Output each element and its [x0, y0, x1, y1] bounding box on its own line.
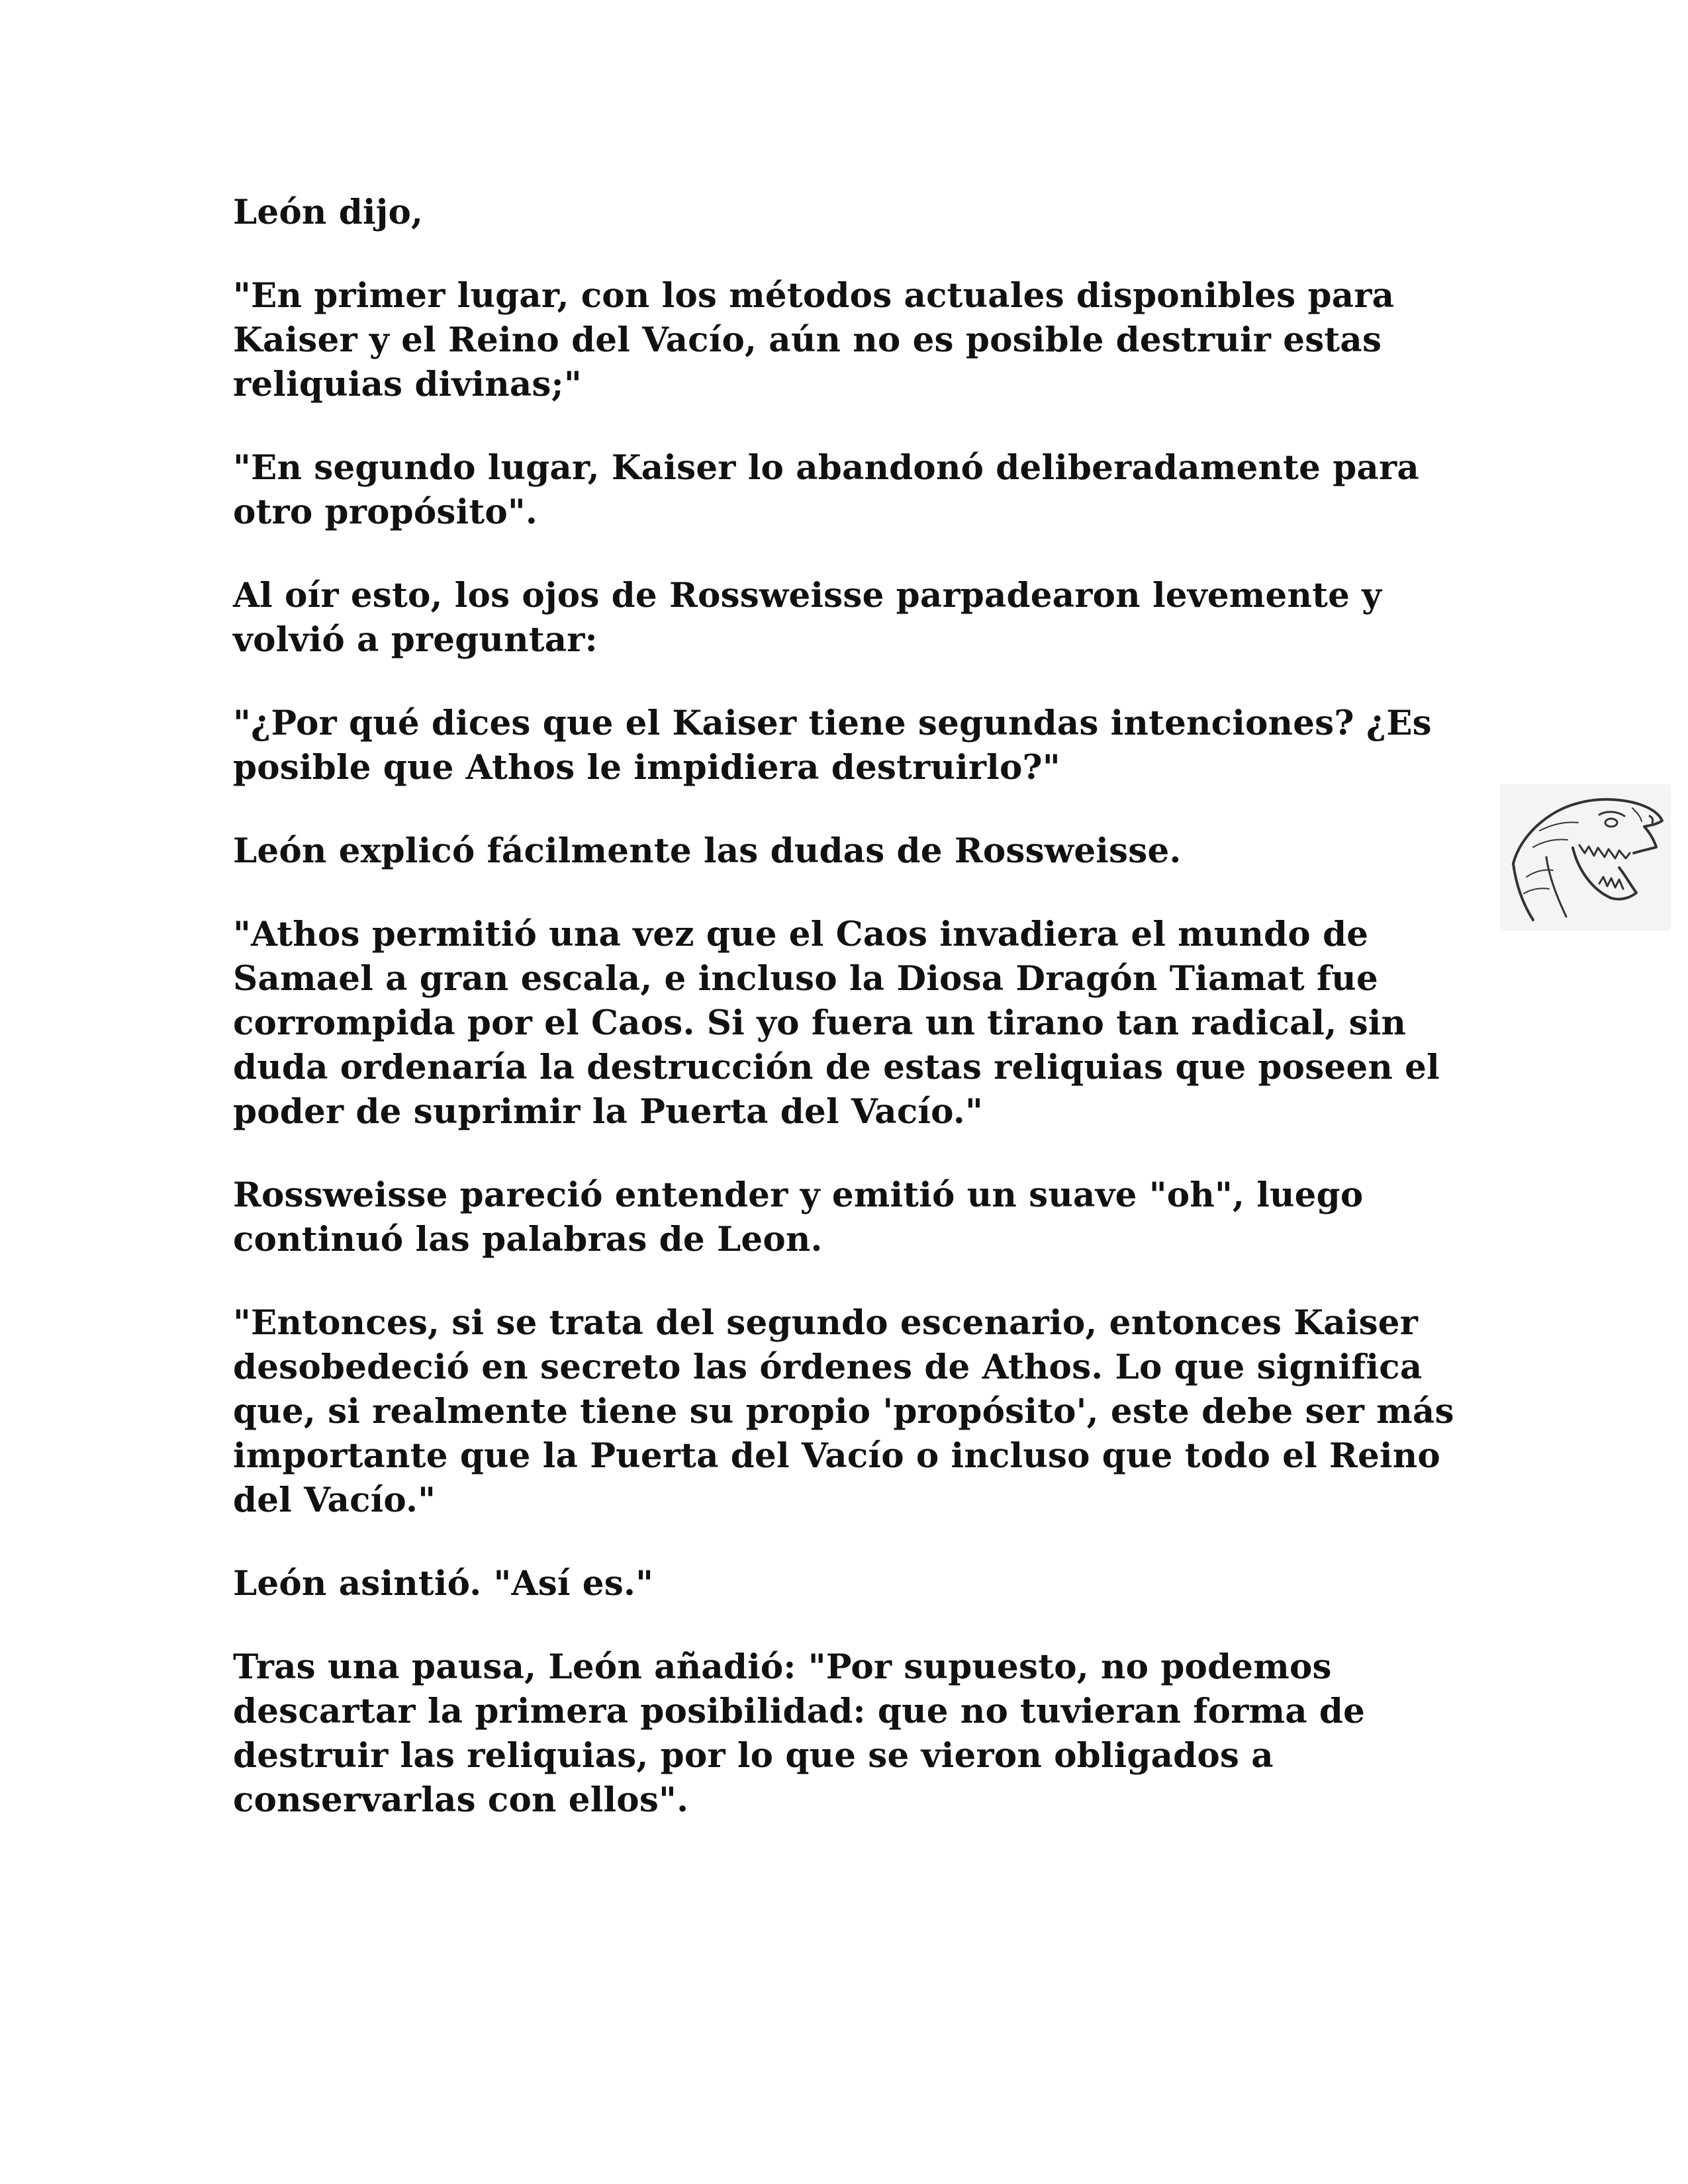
document-body	[233, 191, 1477, 1862]
paragraph-6: León explicó fácilmente las dudas de Rossweisse.	[233, 831, 1182, 871]
paragraph-4: Al oír esto, los ojos de Rossweisse parpadearon levemente y volvió a preguntar:	[233, 576, 1382, 660]
dinosaur-sketch-icon	[1500, 784, 1671, 931]
paragraph-3: "En segundo lugar, Kaiser lo abandonó deliberadamente para otro propósito".	[233, 448, 1419, 532]
paragraph-11: Tras una pausa, León añadió: "Por supuesto, no podemos descartar la primera posibilidad: que no tuvieran forma de destruir las reliquias, por lo que se vieron obligados a conservarlas con ellos".	[233, 1647, 1366, 1820]
paragraph-9: "Entonces, si se trata del segundo escenario, entonces Kaiser desobedeció en secreto las órdenes de Athos. Lo que significa que, si realmente tiene su propio 'propósito', este debe ser más importante que la Puerta del Vacío o incluso que todo el Reino del Vacío."	[233, 1303, 1454, 1520]
paragraph-1: León dijo,	[233, 193, 424, 232]
paragraph-2: "En primer lugar, con los métodos actuales disponibles para Kaiser y el Reino del Vacío, aún no es posible destruir estas reliquias divinas;"	[233, 276, 1395, 404]
paragraph-5: "¿Por qué dices que el Kaiser tiene segundas intenciones? ¿Es posible que Athos le impidiera destruirlo?"	[233, 704, 1432, 788]
paragraph-7: "Athos permitió una vez que el Caos invadiera el mundo de Samael a gran escala, e incluso la Diosa Dragón Tiamat fue corrompida por el Caos. Si yo fuera un tirano tan radical, sin duda ordenaría la destrucción de estas reliquias que poseen el poder de suprimir la Puerta del Vacío."	[233, 915, 1440, 1132]
paragraph-8: Rossweisse pareció entender y emitió un suave "oh", luego continuó las palabras de Leon.	[233, 1175, 1364, 1259]
paragraph-10: León asintió. "Así es."	[233, 1564, 654, 1604]
